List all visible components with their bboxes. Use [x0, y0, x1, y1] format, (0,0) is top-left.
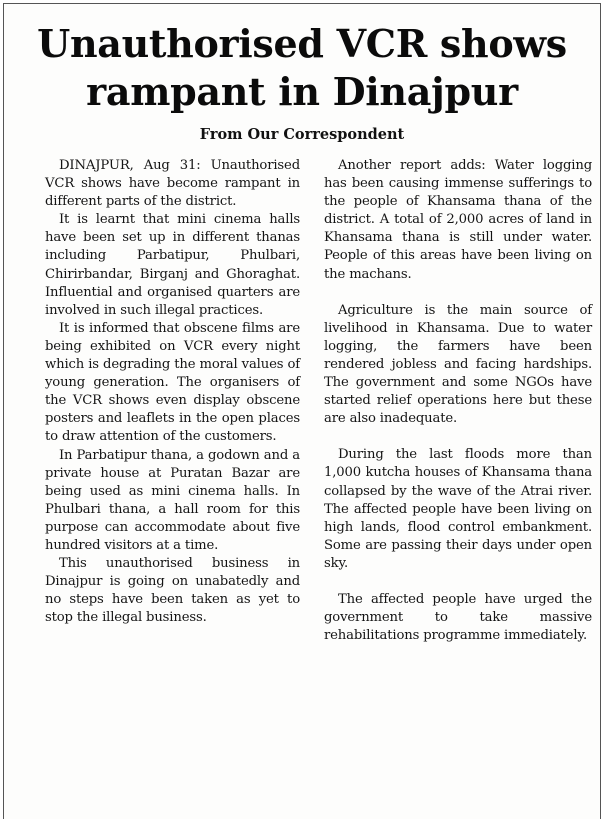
paragraph-agriculture: Agriculture is the main source of livelihood in Khansama. Due to water logging, the farmers have been rendered jobless and facing hardships. The government and some NGOs have started relief operations here but these are also inadequate.	[324, 302, 592, 427]
paragraph-last-floods: During the last floods more than 1,000 kutcha houses of Khansama thana collapsed by the wave of the Atrai river. The affected people have been living on high lands, flood control embankment. Some are passing their days under open sky.	[324, 447, 592, 571]
headline-line-2: rampant in Dinajpur	[86, 69, 518, 114]
newspaper-clipping	[3, 3, 601, 819]
paragraph-unauthorised-business: This unauthorised business in Dinajpur is going on unabatedly and no steps have been taken as yet to stop the illegal business.	[45, 556, 300, 626]
paragraph-dateline: DINAJPUR, Aug 31: Unauthorised VCR shows have become rampant in different parts of the district.	[45, 158, 300, 210]
paragraph-water-logging: Another report adds: Water logging has been causing immense sufferings to the people of Khansama thana of the district. A total of 2,000 acres of land in Khansama thana is still under water. People of this areas have been living on the machans.	[324, 158, 592, 282]
paragraph-parbatipur: In Parbatipur thana, a godown and a private house at Puratan Bazar are being used as mini cinema halls. In Phulbari thana, a hall room for this purpose can accommodate about five hundred visitors at a time.	[45, 447, 300, 553]
left-column	[45, 157, 300, 627]
headline-line-1: Unauthorised VCR shows	[37, 21, 567, 66]
right-column	[324, 157, 592, 645]
paragraph-obscene-films: It is informed that obscene films are being exhibited on VCR every night which is degrading the moral values of young generation. The organisers of the VCR shows even display obscene posters and leaflets in the open places to draw attention of the customers.	[45, 320, 300, 445]
byline: From Our Correspondent	[199, 126, 405, 143]
paragraph-mini-cinema-halls: It is learnt that mini cinema halls have been set up in different thanas including Parbatipur, Phulbari, Chirirbandar, Birganj and Ghoraghat. Influential and organised quarters are involved in such illegal practices.	[45, 212, 300, 318]
paragraph-rehabilitation: The affected people have urged the government to take massive rehabilitations programme immediately.	[324, 591, 592, 644]
